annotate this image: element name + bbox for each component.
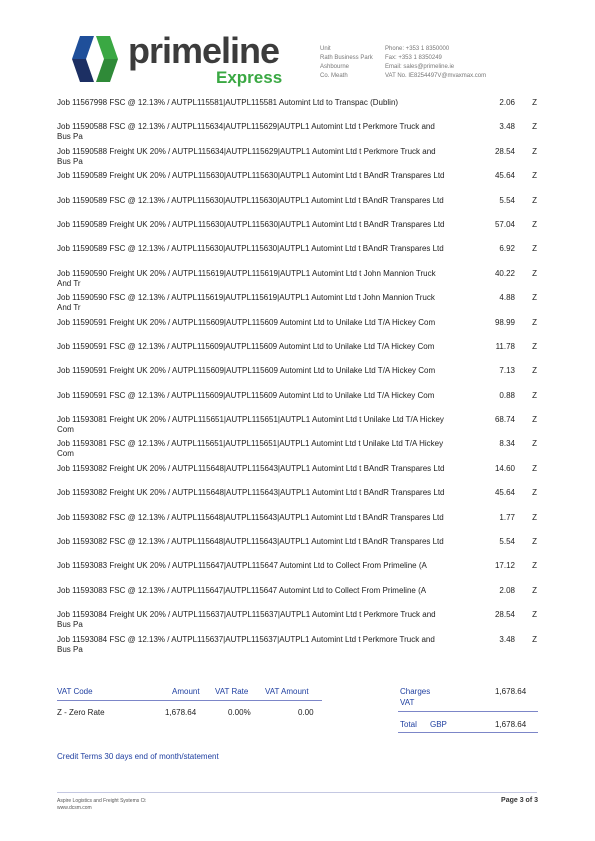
contact-phone: Phone: +353 1 8350000 [385, 46, 450, 52]
logo-mark-icon [66, 34, 124, 84]
line-amount: 45.64 [494, 488, 515, 498]
line-amount: 14.60 [494, 463, 515, 473]
line-amount: 5.54 [499, 195, 515, 205]
vat-row-vat-amount: 0.00 [298, 708, 314, 717]
contact-email: Email: sales@primeline.ie [385, 64, 455, 70]
line-vat-code: Z [532, 317, 537, 327]
line-item [57, 586, 537, 610]
line-description: Job 11593084 FSC @ 12.13% / AUTPL115637|AUTPL115637|AUTPL1 Automint Ltd t Perkmore Truck and Bus Pa [57, 634, 435, 654]
line-vat-code: Z [532, 171, 537, 181]
credit-terms: Credit Terms 30 days end of month/statement [57, 752, 219, 761]
vat-amount-base-header: Amount [172, 687, 200, 696]
line-item [57, 196, 537, 220]
line-vat-code: Z [532, 293, 537, 303]
line-vat-code: Z [532, 98, 537, 107]
line-vat-code: Z [532, 561, 537, 571]
line-description: Job 11590590 Freight UK 20% / AUTPL115619|AUTPL115619|AUTPL1 Automint Ltd t John Mannion Truck And Tr [57, 268, 436, 288]
contact-vat: VAT No. IE8254497V@mvaxmax.com [385, 73, 487, 79]
line-description: Job 11593083 FSC @ 12.13% / AUTPL115647|AUTPL115647 Automint Ltd to Collect From Primeline (A [57, 585, 427, 595]
contact-fax: Fax: +353 1 8350249 [385, 55, 442, 61]
line-item [57, 415, 537, 439]
line-vat-code: Z [532, 268, 537, 278]
line-description: Job 11593082 Freight UK 20% / AUTPL115648|AUTPL115643|AUTPL1 Automint Ltd t BAndR Transpares Ltd [57, 488, 445, 498]
vat-table-divider [57, 700, 322, 701]
line-amount: 28.54 [494, 146, 515, 156]
line-amount: 3.48 [499, 634, 515, 644]
line-vat-code: Z [532, 610, 537, 620]
line-vat-code: Z [532, 634, 537, 644]
brand-name: primeline [128, 30, 280, 71]
line-item [57, 318, 537, 342]
line-vat-code: Z [532, 195, 537, 205]
line-item [57, 269, 537, 293]
charges-value: 1,678.64 [495, 687, 527, 696]
company-address [320, 45, 373, 81]
line-item [57, 610, 537, 634]
line-description: Job 11593083 Freight UK 20% / AUTPL115647|AUTPL115647 Automint Ltd to Collect From Primeline (A [57, 561, 427, 571]
line-amount: 98.99 [494, 317, 515, 327]
line-description: Job 11590590 FSC @ 12.13% / AUTPL115619|AUTPL115619|AUTPL1 Automint Ltd t John Mannion Truck And Tr [57, 293, 435, 313]
page-number: Page 3 of 3 [501, 797, 538, 804]
line-item [57, 147, 537, 171]
company-contact [385, 45, 486, 81]
currency-label: GBP [430, 720, 447, 729]
line-item [57, 342, 537, 366]
line-amount: 7.13 [499, 366, 515, 376]
line-item [57, 464, 537, 488]
line-vat-code: Z [532, 390, 537, 400]
line-item [57, 293, 537, 317]
line-amount: 68.74 [494, 415, 515, 425]
total-value: 1,678.64 [495, 720, 527, 729]
line-description: Job 11590589 Freight UK 20% / AUTPL115630|AUTPL115630|AUTPL1 Automint Ltd t BAndR Transpares Ltd [57, 219, 445, 229]
line-amount: 1.77 [499, 512, 515, 522]
address-line: Co. Meath [320, 73, 348, 79]
line-amount: 11.78 [495, 341, 515, 351]
line-vat-code: Z [532, 219, 537, 229]
line-vat-code: Z [532, 512, 537, 522]
line-vat-code: Z [532, 585, 537, 595]
total-divider [398, 732, 538, 733]
footer-divider [57, 792, 537, 793]
line-description: Job 11590589 FSC @ 12.13% / AUTPL115630|AUTPL115630|AUTPL1 Automint Ltd t BAndR Transpares Ltd [57, 195, 444, 205]
line-vat-code: Z [532, 341, 537, 351]
line-description: Job 11590589 Freight UK 20% / AUTPL115630|AUTPL115630|AUTPL1 Automint Ltd t BAndR Transpares Ltd [57, 171, 445, 181]
line-description: Job 11590588 Freight UK 20% / AUTPL115634|AUTPL115629|AUTPL1 Automint Ltd t Perkmore Truck and Bus Pa [57, 146, 436, 166]
line-description: Job 11590591 FSC @ 12.13% / AUTPL115609|AUTPL115609 Automint Ltd to Unilake Ltd T/A Hickey Com [57, 341, 435, 351]
line-amount: 2.06 [499, 98, 515, 107]
line-amount: 57.04 [494, 219, 515, 229]
vat-row-code: Z - Zero Rate [57, 708, 105, 717]
vat-row-amount: 1,678.64 [165, 708, 197, 717]
line-description: Job 11590591 FSC @ 12.13% / AUTPL115609|AUTPL115609 Automint Ltd to Unilake Ltd T/A Hickey Com [57, 390, 435, 400]
line-description: Job 11590591 Freight UK 20% / AUTPL115609|AUTPL115609 Automint Ltd to Unilake Ltd T/A Hickey Com [57, 366, 436, 376]
line-description: Job 11593084 Freight UK 20% / AUTPL115637|AUTPL115637|AUTPL1 Automint Ltd t Perkmore Truck and Bus Pa [57, 610, 436, 630]
line-item [57, 537, 537, 561]
line-item [57, 220, 537, 244]
line-vat-code: Z [532, 488, 537, 498]
line-vat-code: Z [532, 537, 537, 547]
line-amount: 3.48 [499, 122, 515, 132]
line-item [57, 561, 537, 585]
total-label: Total [400, 720, 417, 729]
line-amount: 6.92 [499, 244, 515, 254]
line-amount: 45.64 [494, 171, 515, 181]
vat-rate-header: VAT Rate [215, 687, 249, 696]
footer-website: www.dcsm.com [57, 805, 92, 811]
line-amount: 17.12 [494, 561, 515, 571]
line-description: Job 11593082 FSC @ 12.13% / AUTPL115648|AUTPL115643|AUTPL1 Automint Ltd t BAndR Transpares Ltd [57, 537, 444, 547]
vat-code-header: VAT Code [57, 687, 93, 696]
line-item [57, 488, 537, 512]
line-vat-code: Z [532, 146, 537, 156]
line-vat-code: Z [532, 366, 537, 376]
vat-amount-header: VAT Amount [265, 687, 309, 696]
line-item [57, 513, 537, 537]
line-item [57, 171, 537, 195]
line-description: Job 11590589 FSC @ 12.13% / AUTPL115630|AUTPL115630|AUTPL1 Automint Ltd t BAndR Transpares Ltd [57, 244, 444, 254]
vat-row-rate: 0.00% [228, 708, 251, 717]
line-item [57, 439, 537, 463]
line-item [57, 244, 537, 268]
summary-divider [398, 711, 538, 712]
brand-subtitle: Express [216, 68, 283, 87]
line-vat-code: Z [532, 439, 537, 449]
line-item [57, 635, 537, 659]
line-description: Job 11567998 FSC @ 12.13% / AUTPL115581|AUTPL115581 Automint Ltd to Transpac (Dublin) [57, 98, 399, 107]
line-amount: 4.88 [499, 293, 515, 303]
line-description: Job 11590588 FSC @ 12.13% / AUTPL115634|AUTPL115629|AUTPL1 Automint Ltd t Perkmore Truck and Bus Pa [57, 122, 435, 142]
charges-label: Charges [400, 687, 431, 696]
line-description: Job 11593081 FSC @ 12.13% / AUTPL115651|AUTPL115651|AUTPL1 Automint Ltd t Unilake Ltd T/A Hickey Com [57, 439, 444, 459]
line-vat-code: Z [532, 415, 537, 425]
line-vat-code: Z [532, 463, 537, 473]
footer-company [57, 798, 146, 812]
line-description: Job 11590591 Freight UK 20% / AUTPL115609|AUTPL115609 Automint Ltd to Unilake Ltd T/A Hickey Com [57, 317, 436, 327]
company-logo [66, 30, 283, 90]
line-amount: 5.54 [499, 537, 515, 547]
line-amount: 40.22 [494, 268, 515, 278]
line-amount: 28.54 [494, 610, 515, 620]
line-description: Job 11593082 Freight UK 20% / AUTPL115648|AUTPL115643|AUTPL1 Automint Ltd t BAndR Transpares Ltd [57, 463, 445, 473]
line-description: Job 11593082 FSC @ 12.13% / AUTPL115648|AUTPL115643|AUTPL1 Automint Ltd t BAndR Transpares Ltd [57, 512, 444, 522]
line-amount: 2.08 [499, 585, 515, 595]
line-item [57, 122, 537, 146]
address-line: Ashbourne [320, 64, 350, 70]
line-item [57, 98, 537, 122]
line-item [57, 391, 537, 415]
line-amount: 8.34 [499, 439, 515, 449]
address-line: Unit [320, 46, 331, 52]
footer-company-name: Aspire Logistics and Freight Systems Ct [57, 798, 146, 804]
line-vat-code: Z [532, 122, 537, 132]
line-vat-code: Z [532, 244, 537, 254]
address-line: Rath Business Park [320, 55, 373, 61]
vat-label: VAT [400, 698, 415, 707]
line-item [57, 366, 537, 390]
invoice-line-items [57, 98, 537, 659]
line-amount: 0.88 [499, 390, 515, 400]
line-description: Job 11593081 Freight UK 20% / AUTPL115651|AUTPL115651|AUTPL1 Automint Ltd t Unilake Ltd T/A Hickey Com [57, 415, 444, 435]
